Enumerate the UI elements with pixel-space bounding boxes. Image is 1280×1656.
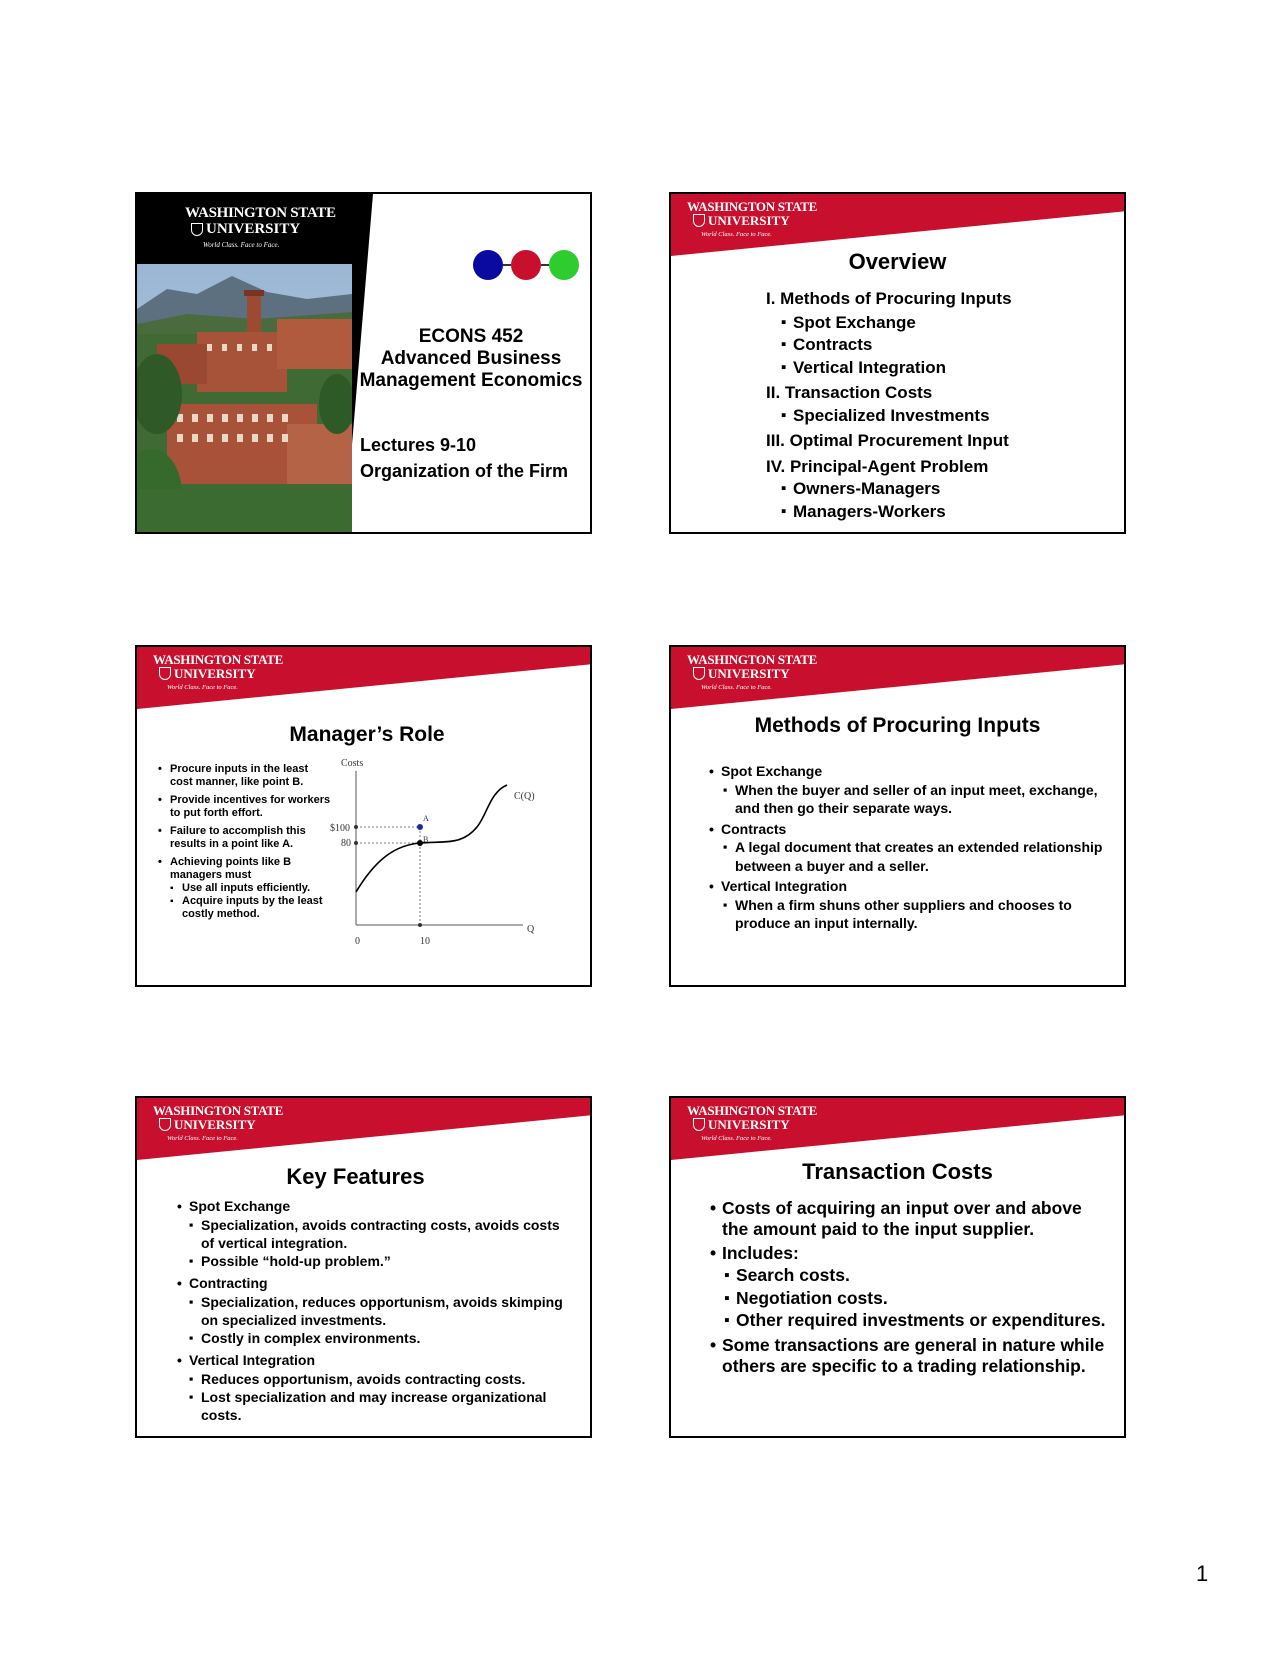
cost-curve (356, 785, 507, 892)
dot-connector (541, 264, 549, 266)
tick-dot-100 (354, 825, 358, 829)
point-a (417, 824, 423, 830)
label-10: 10 (420, 936, 430, 947)
role-bullet: • Achieving points like B managers must (170, 856, 332, 882)
feature-sub: ▪ Specialization, reduces opportunism, avoids skimping on specialized investments. (201, 1293, 574, 1329)
overview-subitem: ▪ Spot Exchange (793, 312, 1012, 335)
overview-list (766, 288, 1012, 523)
overview-item: I. Methods of Procuring Inputs (766, 289, 1012, 308)
role-subbullet: ▪ Use all inputs efficiently. (182, 882, 332, 895)
tick-dot-80 (354, 841, 358, 845)
green-dot (549, 250, 579, 280)
role-list (170, 763, 332, 921)
wsu-logo: WASHINGTON STATE UNIVERSITY World Class. Face to Face. (153, 652, 283, 691)
tc-sub: ▪ Other required investments or expenditures. (736, 1310, 1107, 1331)
tick-dot-10 (418, 923, 422, 927)
tc-bullet: • Includes: (722, 1243, 1107, 1264)
wsu-logo: WASHINGTON STATE UNIVERSITY World Class. Face to Face. (185, 205, 336, 249)
campus-photo (137, 264, 352, 532)
feature-sub: ▪ Costly in complex environments. (201, 1329, 574, 1347)
slide-title (135, 192, 592, 534)
transaction-list (722, 1198, 1107, 1377)
page-number: 1 (1196, 1561, 1209, 1586)
crest-icon (693, 214, 705, 227)
overview-subitem: ▪ Contracts (793, 334, 1012, 357)
role-bullet: • Failure to accomplish this results in a point like A. (170, 825, 332, 851)
overview-subitem: ▪ Vertical Integration (793, 357, 1012, 380)
slide-overview (669, 192, 1126, 534)
method-item: • Contracts (721, 820, 1111, 839)
crest-icon (159, 667, 171, 680)
slide-title: Methods of Procuring Inputs (754, 714, 1041, 737)
overview-item: IV. Principal-Agent Problem (766, 456, 989, 476)
y-axis-label: Costs (341, 758, 364, 769)
method-item: • Spot Exchange (721, 762, 1111, 781)
lecture-info: Lectures 9-10 Organization of the Firm (360, 435, 569, 481)
feature-item: • Contracting (189, 1274, 574, 1292)
point-b (417, 840, 423, 846)
slide-title: Transaction Costs (802, 1159, 993, 1184)
slide-managers-role (135, 645, 592, 987)
wsu-logo: WASHINGTON STATE UNIVERSITY World Class. Face to Face. (687, 1103, 817, 1142)
crest-icon (191, 223, 203, 236)
features-list (189, 1197, 574, 1424)
tc-sub: ▪ Negotiation costs. (736, 1287, 1107, 1310)
wsu-logo: WASHINGTON STATE UNIVERSITY World Class. Face to Face. (687, 652, 817, 691)
overview-subitem: ▪ Specialized Investments (793, 405, 1012, 428)
overview-item: II. Transaction Costs (766, 383, 933, 402)
curve-label: C(Q) (514, 791, 535, 802)
role-bullet: • Provide incentives for workers to put forth effort. (170, 794, 332, 820)
overview-item: III. Optimal Procurement Input (766, 431, 1009, 450)
red-dot (511, 250, 541, 280)
role-subbullet: ▪ Acquire inputs by the least costly method. (182, 895, 332, 921)
cost-curve-graph (327, 757, 567, 957)
feature-item: • Vertical Integration (189, 1351, 574, 1369)
label-100: $100 (330, 823, 350, 834)
x-axis-label: Q (527, 924, 535, 935)
slide-methods (669, 645, 1126, 987)
label-0: 0 (355, 936, 360, 947)
feature-sub: ▪ Reduces opportunism, avoids contracting costs. (201, 1370, 574, 1388)
tc-bullet: • Some transactions are general in nature while others are specific to a trading relationship. (722, 1335, 1107, 1377)
feature-sub: ▪ Specialization, avoids contracting costs, avoids costs of vertical integration. (201, 1216, 574, 1252)
course-title: ECONS 452 Advanced Business Management Economics (359, 326, 583, 391)
method-desc: ▪ When the buyer and seller of an input meet, exchange, and then go their separate ways. (735, 781, 1111, 818)
methods-list (721, 762, 1111, 933)
method-item: • Vertical Integration (721, 877, 1111, 896)
point-b-label: B (423, 835, 429, 844)
wsu-logo: WASHINGTON STATE UNIVERSITY World Class. Face to Face. (153, 1103, 283, 1142)
method-desc: ▪ A legal document that creates an extended relationship between a buyer and a seller. (735, 838, 1111, 875)
slide-title: Overview (848, 249, 947, 274)
overview-subitem: ▪ Owners-Managers (793, 478, 1012, 501)
wsu-logo: WASHINGTON STATE UNIVERSITY World Class. Face to Face. (687, 199, 817, 238)
method-desc: ▪ When a firm shuns other suppliers and chooses to produce an input internally. (735, 896, 1111, 933)
overview-subitem: ▪ Managers-Workers (793, 501, 1012, 524)
feature-item: • Spot Exchange (189, 1197, 574, 1215)
slide-key-features (135, 1096, 592, 1438)
crest-icon (693, 1118, 705, 1131)
campus-photo-image (137, 264, 352, 532)
feature-sub: ▪ Lost specialization and may increase organizational costs. (201, 1388, 574, 1424)
point-a-label: A (423, 814, 429, 823)
label-80: 80 (341, 838, 351, 849)
tc-sub: ▪ Search costs. (736, 1264, 1107, 1287)
color-dots (473, 250, 579, 280)
blue-dot (473, 250, 503, 280)
feature-sub: ▪ Possible “hold-up problem.” (201, 1252, 574, 1270)
crest-icon (159, 1118, 171, 1131)
tc-bullet: • Costs of acquiring an input over and above the amount paid to the input supplier. (722, 1198, 1107, 1240)
slide-title: Key Features (286, 1164, 425, 1189)
dot-connector (503, 264, 511, 266)
slide-title: Manager’s Role (289, 723, 445, 746)
role-bullet: • Procure inputs in the least cost manner, like point B. (170, 763, 332, 789)
slide-transaction-costs (669, 1096, 1126, 1438)
crest-icon (693, 667, 705, 680)
